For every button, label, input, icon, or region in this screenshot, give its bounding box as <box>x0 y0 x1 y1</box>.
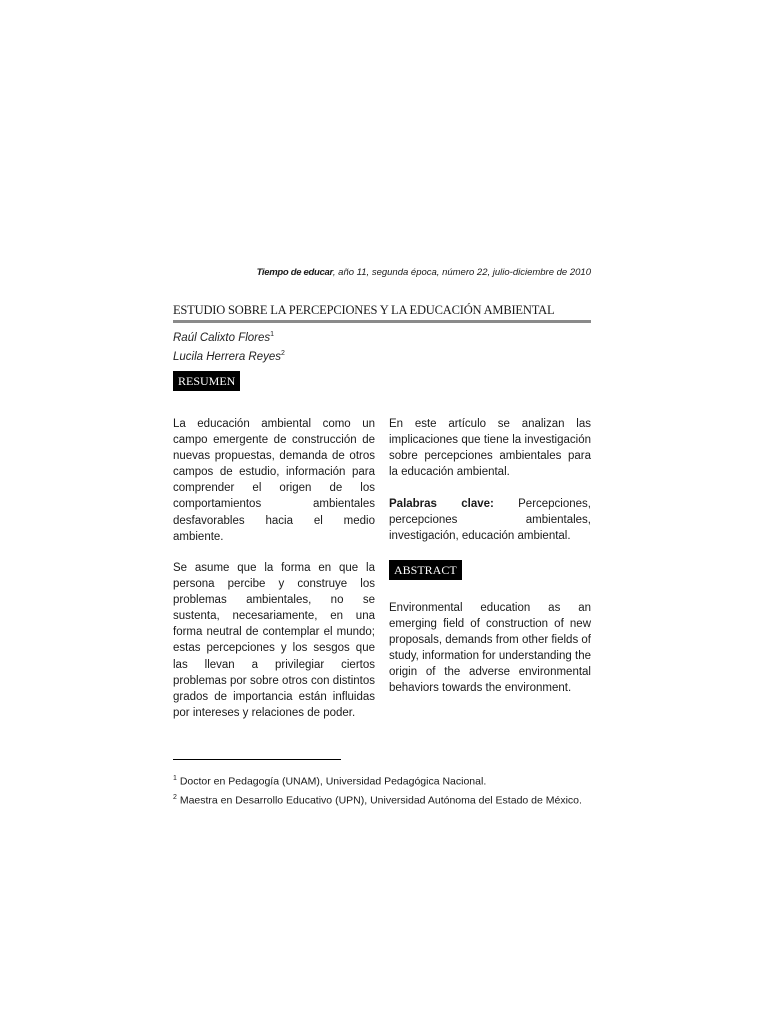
author-name: Raúl Calixto Flores <box>173 331 271 344</box>
keywords-label: Palabras clave: <box>389 498 494 510</box>
author-2 <box>173 346 285 365</box>
author-footnote-mark: 2 <box>281 349 285 357</box>
keywords-paragraph <box>389 496 591 544</box>
abstract-label: ABSTRACT <box>389 560 462 580</box>
footnotes <box>173 771 582 808</box>
author-list <box>173 327 285 365</box>
footnote-mark: 1 <box>173 775 177 782</box>
resumen-paragraph-1: La educación ambiental como un campo emergente de construcción de nuevas propuestas, demanda de otros campos de estudio, información para comprender el origen de los comportamientos ambientales desfavorables hacia el medio ambiente. <box>173 418 375 543</box>
footnote-2 <box>173 790 582 809</box>
keywords-text: Percepciones, percepciones ambientales, investigación, educación ambiental. <box>389 498 591 543</box>
footnote-1 <box>173 771 582 790</box>
resumen-label: RESUMEN <box>173 371 240 391</box>
journal-citation <box>170 267 591 278</box>
article-title: ESTUDIO SOBRE LA PERCEPCIONES Y LA EDUCACIÓN AMBIENTAL <box>173 303 555 317</box>
author-1 <box>173 327 285 346</box>
author-footnote-mark: 1 <box>270 331 275 338</box>
resumen-paragraph-3: En este artículo se analizan las implicaciones que tiene la investigación sobre percepciones ambientales para la educación ambiental. <box>389 418 591 479</box>
title-rule <box>173 320 591 323</box>
footnote-text: Doctor en Pedagogía (UNAM), Universidad Pedagógica Nacional. <box>179 775 487 788</box>
abstract-paragraph: Environmental education as an emerging field of construction of new proposals, demands from other fields of study, information for understanding the origin of the adverse environmental behaviors towards the environment. <box>389 602 591 695</box>
footnote-text: Maestra en Desarrollo Educativo (UPN), Universidad Autónoma del Estado de México. <box>179 794 582 806</box>
footnote-mark: 2 <box>173 793 177 801</box>
resumen-paragraph-2: Se asume que la forma en que la persona percibe y construye los problemas ambientales, no se sustenta, necesariamente, en una forma neutral de contemplar el mundo; estas percepciones y los sesgos que las llevan a privilegiar ciertos problemas por sobre otros con distintos grados de importancia están influidas por intereses y relaciones de poder. <box>173 562 375 719</box>
journal-name: Tiempo de educar <box>256 267 333 278</box>
journal-info: , año 11, segunda época, número 22, julio-diciembre de 2010 <box>332 267 591 278</box>
author-name: Lucila Herrera Reyes <box>173 350 282 363</box>
footnote-rule <box>173 759 341 760</box>
